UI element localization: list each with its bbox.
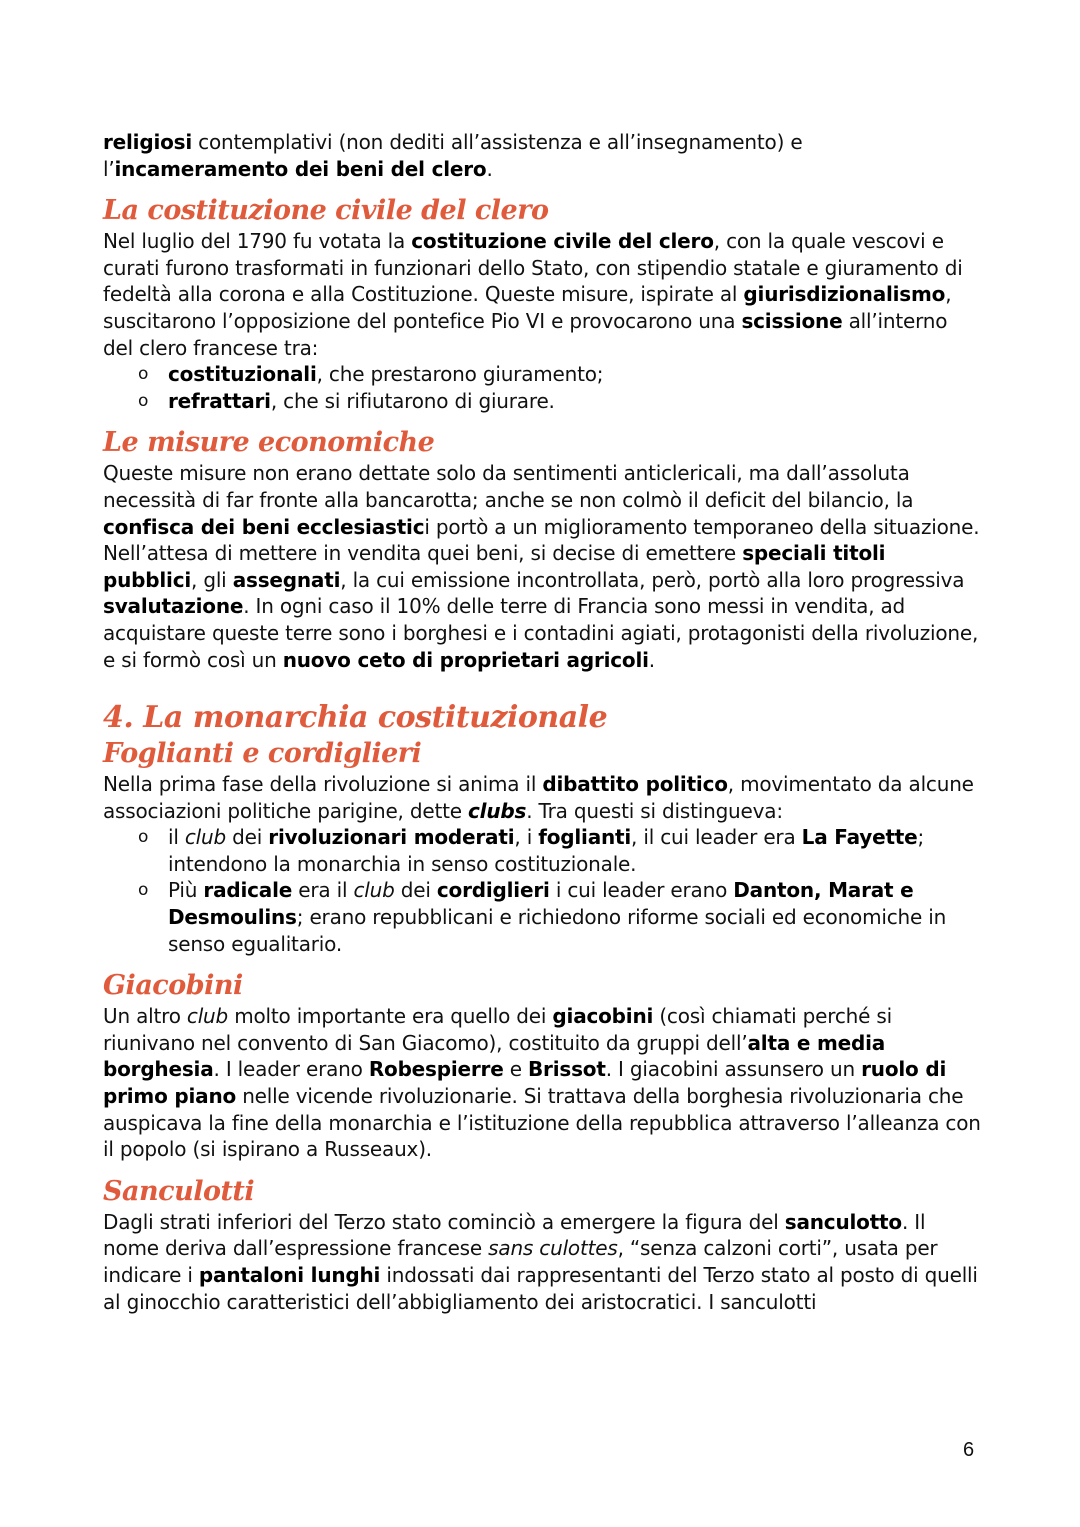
chapter-title: 4. La monarchia costituzionale bbox=[103, 700, 608, 736]
heading-costituzione-civile: La costituzione civile del clero bbox=[103, 195, 549, 227]
paragraph-costituzione-civile: Nel luglio del 1790 fu votata la costituzione civile del clero, con la quale vescovi e curati furono trasformati in funzionari dello Stato, con stipendio statale e giuramento di fedeltà alla corona e alla Costituzione. Queste misure, ispirate al giurisdizionalismo, suscitarono l’opposizione del pontefice Pio VI e provocarono una scissione all’interno del clero francese tra: bbox=[103, 229, 963, 360]
heading-foglianti-cordiglieri: Foglianti e cordiglieri bbox=[103, 738, 422, 770]
list-clero bbox=[103, 361, 983, 414]
list-item: o il club dei rivoluzionari moderati, i foglianti, il cui leader era La Fayette; intendono la monarchia in senso costituzionale. bbox=[138, 825, 925, 876]
page-number: 6 bbox=[963, 1439, 975, 1461]
bullet-icon: o bbox=[138, 390, 149, 411]
bullet-icon: o bbox=[138, 880, 149, 901]
heading-misure-economiche: Le misure economiche bbox=[103, 427, 435, 459]
bullet-icon: o bbox=[138, 827, 149, 848]
intro-paragraph: religiosi contemplativi (non dediti all’assistenza e all’insegnamento) e l’incameramento dei beni del clero. bbox=[103, 130, 803, 181]
paragraph-sanculotti: Dagli strati inferiori del Terzo stato cominciò a emergere la figura del sanculotto. Il nome deriva dall’espressione francese sans culottes, “senza calzoni corti”, usata per indicare i pantaloni lunghi indossati dai rappresentanti del Terzo stato al posto di quelli al ginocchio caratteristici dell’abbigliamento dei aristocratici. I sanculotti bbox=[103, 1209, 978, 1314]
list-item: o Più radicale era il club dei cordiglieri i cui leader erano Danton, Marat e Desmoulins; erano repubblicani e richiedono riforme sociali ed economiche in senso egualitario. bbox=[138, 878, 947, 956]
paragraph-foglianti: Nella prima fase della rivoluzione si anima il dibattito politico, movimentato da alcune associazioni politiche parigine, dette clubs. Tra questi si distingueva: bbox=[103, 772, 974, 823]
paragraph-giacobini: Un altro club molto importante era quello dei giacobini (così chiamati perché si riunivano nel convento di San Giacomo), costituito da gruppi dell’alta e media borghesia. I leader erano Robespierre e Brissot. I giacobini assunsero un ruolo di primo piano nelle vicende rivoluzionarie. Si trattava della borghesia rivoluzionaria che auspicava la fine della monarchia e l’istituzione della repubblica attraverso l’alleanza con il popolo (si ispirano a Russeaux). bbox=[103, 1004, 981, 1162]
list-item: o refrattari, che si rifiutarono di giurare. bbox=[138, 388, 555, 413]
bullet-icon: o bbox=[138, 364, 149, 385]
document-page bbox=[103, 129, 983, 1315]
heading-giacobini: Giacobini bbox=[103, 970, 243, 1002]
list-item: o costituzionali, che prestarono giuramento; bbox=[138, 362, 604, 387]
paragraph-misure-economiche: Queste misure non erano dettate solo da sentimenti anticlericali, ma dall’assoluta necessità di far fronte alla bancarotta; anche se non colmò il deficit del bilancio, la confisca dei beni ecclesiastici portò a un miglioramento temporaneo della situazione. Nell’attesa di mettere in vendita quei beni, si decise di emettere speciali titoli pubblici, gli assegnati, la cui emissione incontrollata, però, portò alla loro progressiva svalutazione. In ogni caso il 10% delle terre di Francia sono messi in vendita, ad acquistare queste terre sono i borghesi e i contadini agiati, protagonisti della rivoluzione, e si formò così un nuovo ceto di proprietari agricoli. bbox=[103, 461, 980, 672]
heading-sanculotti: Sanculotti bbox=[103, 1175, 255, 1207]
list-clubs bbox=[103, 824, 983, 957]
